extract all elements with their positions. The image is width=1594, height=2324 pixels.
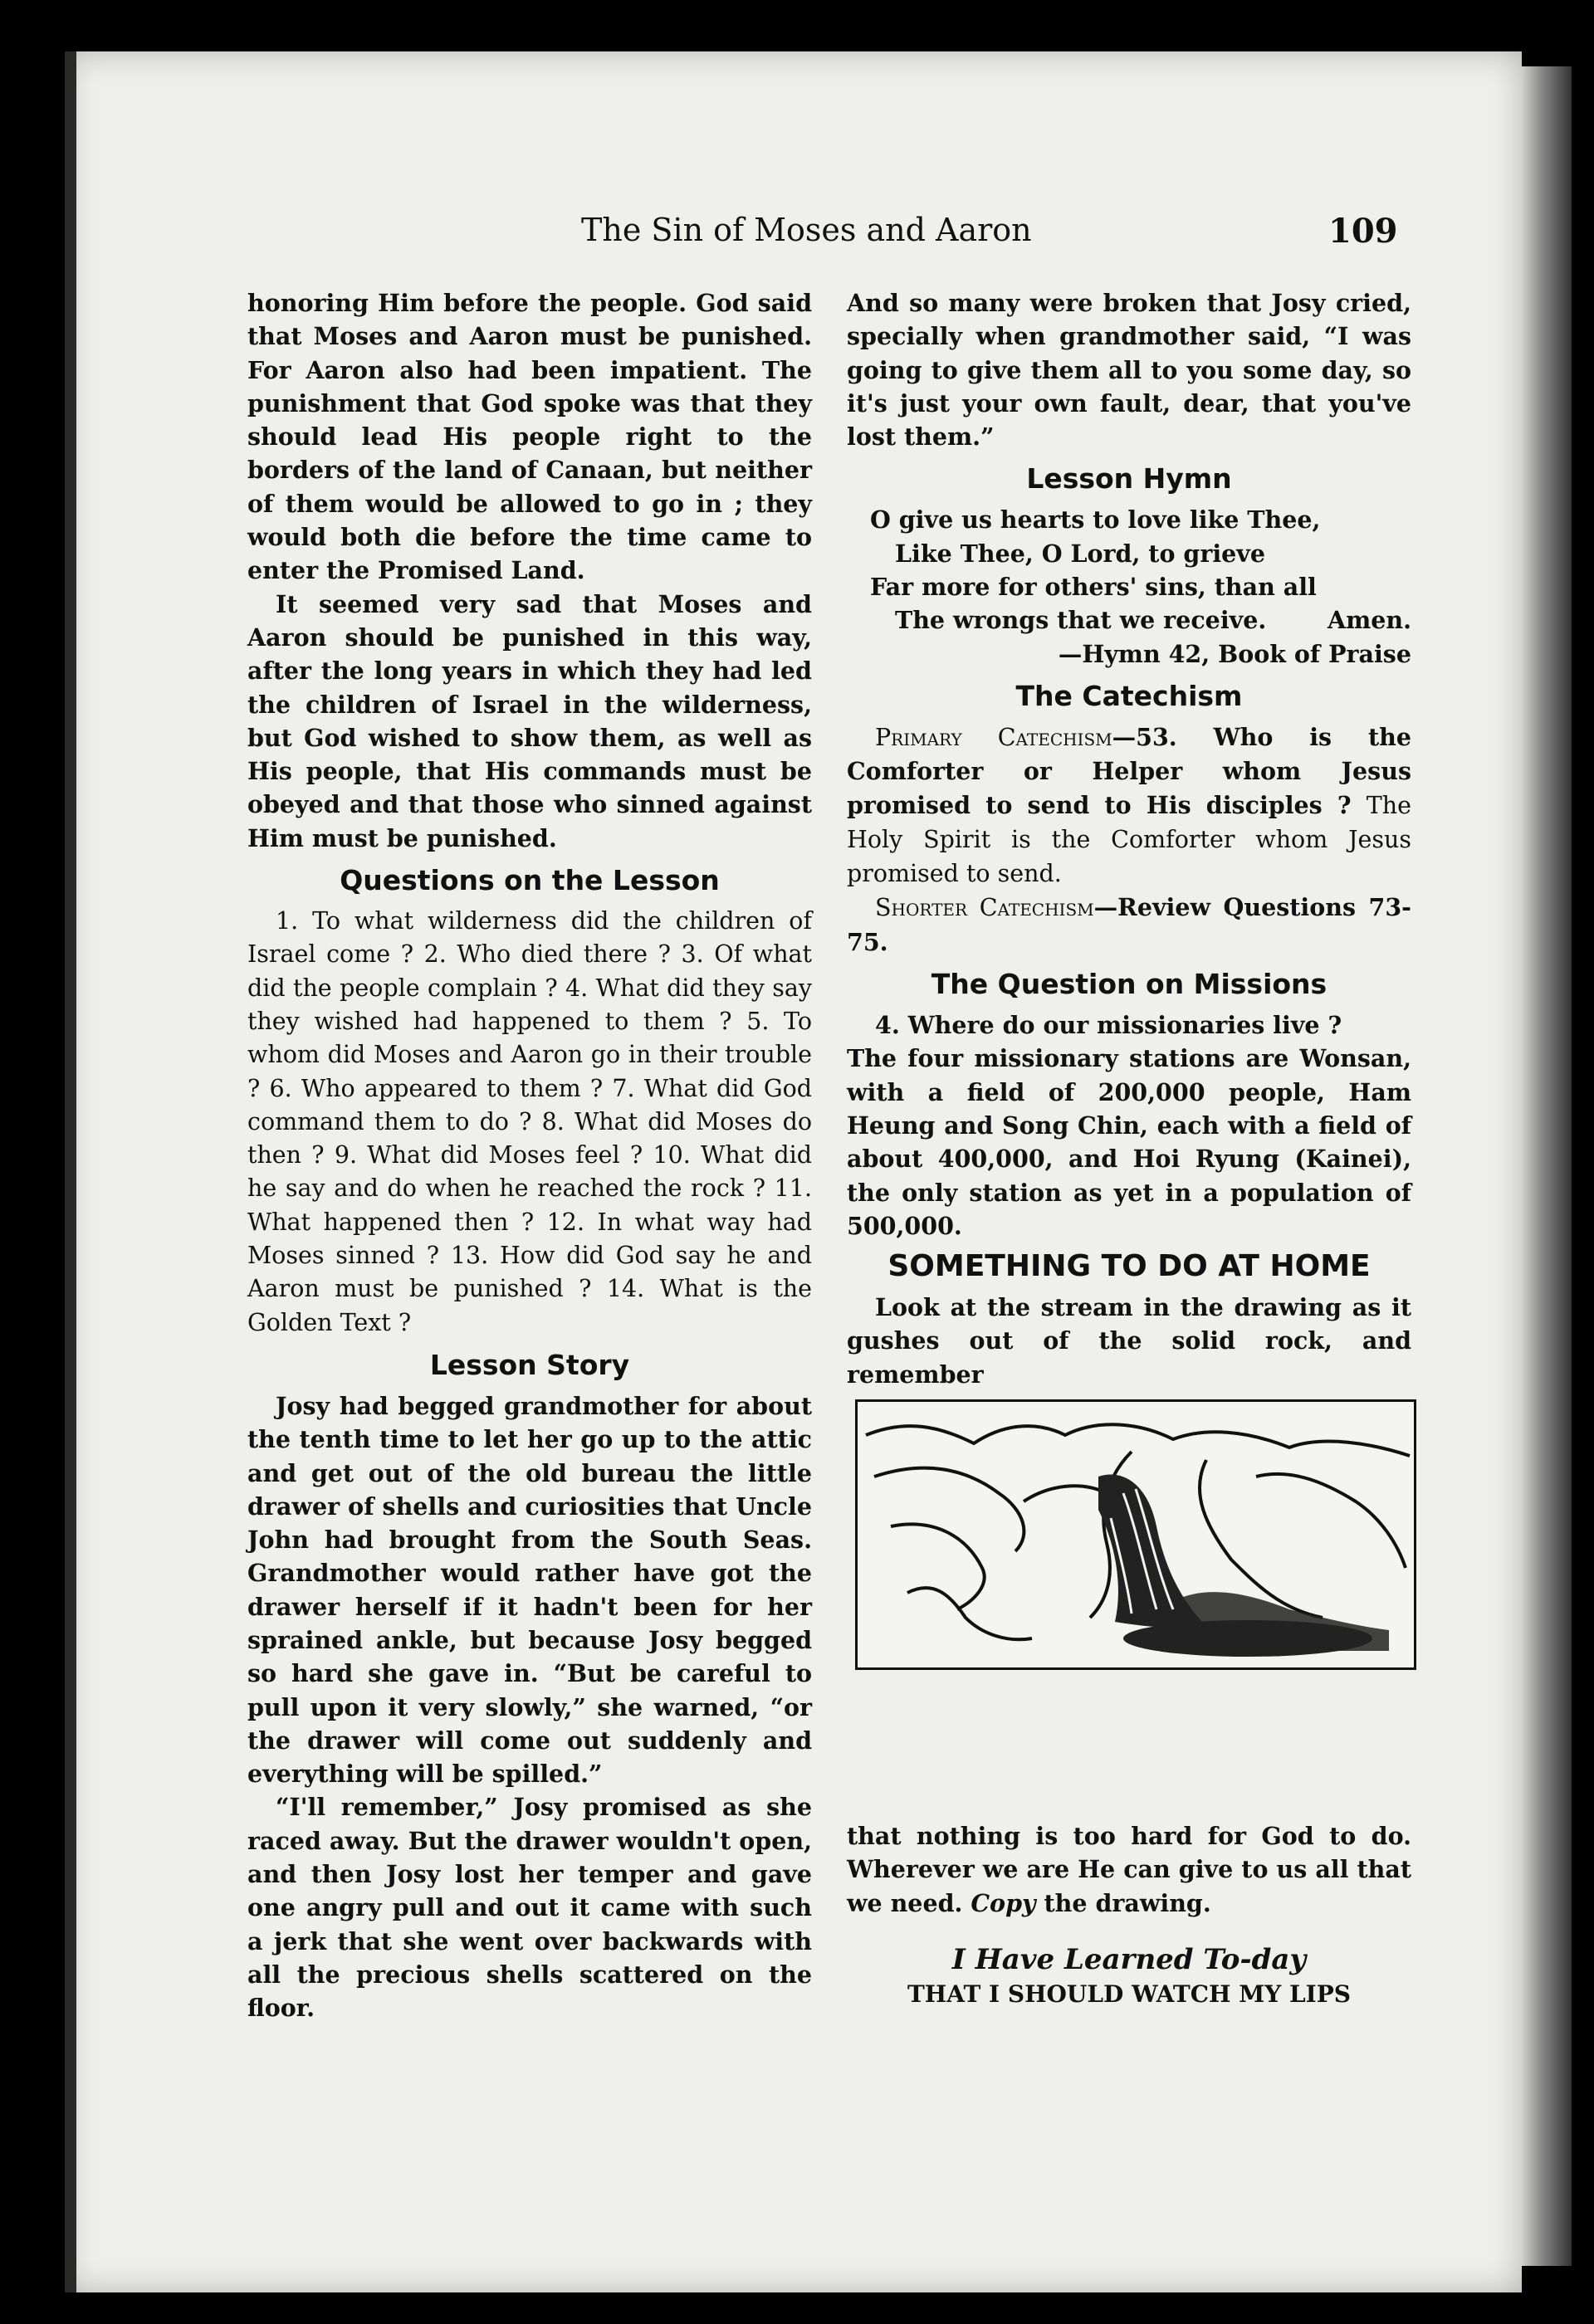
learned-title: I Have Learned To-day <box>951 1942 1307 1976</box>
missions-heading: The Question on Missions <box>931 968 1328 1001</box>
hymn-source: —Hymn 42, Book of Praise <box>1058 639 1411 668</box>
shorter-text: —Review Questions 73-75. <box>847 893 1412 956</box>
shorter-catechism <box>847 891 1411 959</box>
questions-heading: Questions on the Lesson <box>340 864 720 897</box>
story-paragraph: Josy had begged grandmother for about the tenth time to let her go up to the attic and get out of the old bureau the little drawer of shells and curiosities that Uncle John had brought from the South Seas. Grandmother would rather have got the drawer herself if it hadn't been for her sprained ankle, but because Josy begged so hard she gave in. “But be careful to pull upon it very slowly,” she warned, “or the drawer will come out suddenly and everything will be spilled.” <box>247 1391 812 1789</box>
hymn <box>847 503 1411 670</box>
shorter-label: Shorter Catechism <box>875 894 1094 922</box>
hymn-amen: Amen. <box>1327 606 1411 635</box>
hymn-heading: Lesson Hymn <box>1026 462 1232 496</box>
book-spine <box>65 51 76 2292</box>
hymn-line <box>847 603 1411 637</box>
page-number: 109 <box>1328 212 1398 251</box>
hymn-line: O give us hearts to love like Thee, <box>870 505 1321 535</box>
primary-label: Primary Catechism <box>875 723 1112 751</box>
running-title: The Sin of Moses and Aaron <box>581 212 1032 248</box>
learned-subtitle: THAT I SHOULD WATCH MY LIPS <box>907 1980 1352 2008</box>
page-header <box>0 212 1594 261</box>
story-heading: Lesson Story <box>429 1348 630 1381</box>
primary-question: —53. Who is the Comforter or Helper whom Jesus promised to send to His disciples ? <box>847 722 1411 819</box>
missions-question: 4. Where do our missionaries live ? <box>875 1011 1342 1040</box>
paragraph: It seemed very sad that Moses and Aaron should be punished in this way, after the long years in which they had led the children of Israel in the wilderness, but God wished to show them, as well as His people, that His commands must be obeyed and that those who sinned against Him must be punished. <box>247 589 812 852</box>
rock-stream-illustration <box>858 1402 1414 1667</box>
paragraph: honoring Him before the people. God said that Moses and Aaron must be punished. For Aaron also had been impatient. The punishment that God spoke was that they should lead His people right to the borders of the land of Canaan, but neither of them would be allowed to go in ; they would both die before the time came to enter the Promised Land. <box>247 289 812 585</box>
home-heading: SOMETHING TO DO AT HOME <box>887 1249 1371 1284</box>
primary-answer: The Holy Spirit is the Comforter whom Jesus promised to send. <box>847 791 1411 888</box>
catechism-heading: The Catechism <box>1015 679 1243 712</box>
home-text-2a: that nothing is too hard for God to do. Wherever we are He can give to us all that we need. <box>847 1822 1411 1917</box>
hymn-line-text: The wrongs that we receive. <box>895 606 1267 635</box>
rock-stream-drawing <box>855 1399 1416 1670</box>
left-column <box>247 286 812 2025</box>
story-paragraph: “I'll remember,” Josy promised as she raced away. But the drawer wouldn't open, and then Josy lost her temper and gave one angry pull and out it came with such a jerk that she went over backwards with all the precious shells scattered on the floor. <box>247 1793 812 2023</box>
home-text-copy: Copy <box>971 1888 1036 1917</box>
home-text: Look at the stream in the drawing as it gushes out of the solid rock, and remember <box>847 1293 1411 1389</box>
page-edge <box>1522 66 1572 2266</box>
questions-list: 1. To what wilderness did the children of Israel come ? 2. Who died there ? 3. Of what did the people complain ? 4. What did they say they wished had happened to them ? 5. To whom did Moses and Aaron go in their trouble ? 6. Who appeared to them ? 7. What did God command them to do ? 8. What did Moses do then ? 9. What did Moses feel ? 10. What did he say and do when he reached the rock ? 11. What happened then ? 12. In what way had Moses sinned ? 13. How did God say he and Aaron must be punished ? 14. What is the Golden Text ? <box>247 907 812 1336</box>
home-text-2b: the drawing. <box>1044 1888 1211 1917</box>
home-text-continued <box>847 1819 1411 1920</box>
missions-answer: The four missionary stations are Wonsan, with a field of 200,000 people, Ham Heung and Song Chin, each with a field of about 400,000, and Hoi Ryung (Kainei), the only station as yet in a population of 500,000. <box>847 1044 1411 1240</box>
right-column-bottom <box>847 1819 1411 2011</box>
hymn-line: Far more for others' sins, than all <box>870 573 1317 602</box>
hymn-line: Like Thee, O Lord, to grieve <box>895 539 1265 568</box>
right-column <box>847 286 1411 1670</box>
paragraph: And so many were broken that Josy cried, specially when grandmother said, “I was going to give them all to you some day, so it's just your own fault, dear, that you've lost them.” <box>847 289 1411 452</box>
primary-catechism <box>847 720 1411 891</box>
